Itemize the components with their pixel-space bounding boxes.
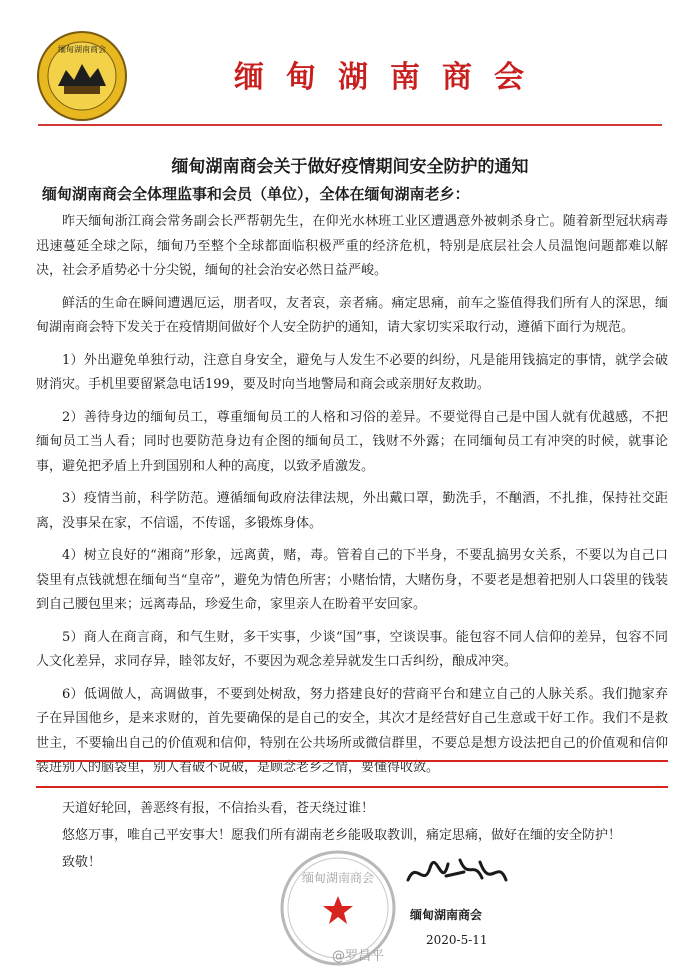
paragraph: 4）树立良好的“湘商”形象，远离黄，赌，毒。管着自己的下半身，不要乱搞男女关系，不要以为自己口袋里有点钱就想在缅甸当“皇帝”，避免为情色所害；小赌怡情，大赌伤身，不要老是想着把别人口袋里的钱装到自己腰包里来；远离毒品，珍爱生命，家里亲人在盼着平安回家。	[36, 548, 668, 612]
signer-organization: 缅甸湖南商会	[410, 908, 483, 922]
closing-line: 天道好轮回，善恶终有报，不信抬头看，苍天绕过谁！	[62, 801, 375, 816]
paragraph: 5）商人在商言商，和气生财，多干实事，少谈“国”事，空谈误事。能包容不同人信仰的差异，包容不同人文化差异，求同存异，睦邻友好，不要因为观念差异就发生口舌纠纷，酿成冲突。	[36, 629, 668, 669]
closing-line: 悠悠万事，唯自己平安事大！愿我们所有湖南老乡能吸取教训，痛定思痛，做好在缅的安全防护！	[62, 828, 622, 843]
watermark: @罗昌平	[332, 949, 385, 964]
paragraph: 2）善待身边的缅甸员工，尊重缅甸员工的人格和习俗的差异。不要觉得自己是中国人就有优越感，不把缅甸员工当人看；同时也要防范身边有企图的缅甸员工，钱财不外露；在同缅甸员工有冲突的时候，就事论事，避免把矛盾上升到国别和人种的高度，以致矛盾激发。	[36, 409, 668, 474]
closing-line: 致敬！	[62, 855, 102, 870]
org-title: 缅甸湖南商会	[234, 60, 546, 95]
document-title: 缅甸湖南商会关于做好疫情期间安全防护的通知	[171, 157, 529, 177]
handwritten-signature	[402, 850, 512, 900]
paragraph: 昨天缅甸浙江商会常务副会长严帮朝先生，在仰光水林班工业区遭遇意外被刺杀身亡。随着新型冠状病毒迅速蔓延全球之际，缅甸乃至整个全球都面临积极严重的经济危机，特别是底层社会人员温饱问题都难以解决，社会矛盾势必十分尖锐，缅甸的社会治安必然日益严峻。	[36, 214, 668, 278]
logo-text: 缅甸湖南商会	[58, 45, 106, 54]
notice-date: 2020-5-11	[426, 933, 488, 947]
paragraph: 1）外出避免单独行动，注意自身安全，避免与人发生不必要的纠纷，凡是能用钱搞定的事情，就学会破财消灾。手机里要留紧急电话199，要及时向当地警局和商会或亲朋好友救助。	[36, 352, 668, 392]
notice-body	[36, 210, 668, 789]
paragraph: 3）疫情当前，科学防范。遵循缅甸政府法律法规，外出戴口罩，勤洗手，不酗酒，不扎推，保持社交距离，没事呆在家，不信谣，不传谣，多锻炼身体。	[36, 491, 668, 531]
salutation: 缅甸湖南商会全体理监事和会员（单位），全体在缅甸湖南老乡：	[42, 185, 470, 203]
highlight-underline	[36, 760, 668, 762]
paragraph: 鲜活的生命在瞬间遭遇厄运，朋者叹，友者哀，亲者痛。痛定思痛，前车之鉴值得我们所有人的深思，缅甸湖南商会特下发关于在疫情期间做好个人安全防护的通知，请大家切实采取行动，遵循下面行为规范。	[36, 295, 668, 335]
paragraph: 6）低调做人，高调做事，不要到处树敌，努力搭建良好的营商平台和建立自己的人脉关系。我们抛家弃子在异国他乡，是来求财的，首先要确保的是自己的安全，其次才是经营好自己生意或干好工作。我们不是救世主，不要输出自己的价值观和信仰，特别在公共场所或微信群里，不要总是想方设法把自己的价值观和信仰装进别人的脑袋里，别人看破不说破，是顾念老乡之情，要懂得收敛。	[36, 686, 668, 775]
header-divider	[38, 124, 662, 126]
org-logo	[36, 30, 128, 122]
seal-text: 缅甸湖南商会	[301, 871, 375, 885]
highlight-underline	[36, 786, 668, 788]
